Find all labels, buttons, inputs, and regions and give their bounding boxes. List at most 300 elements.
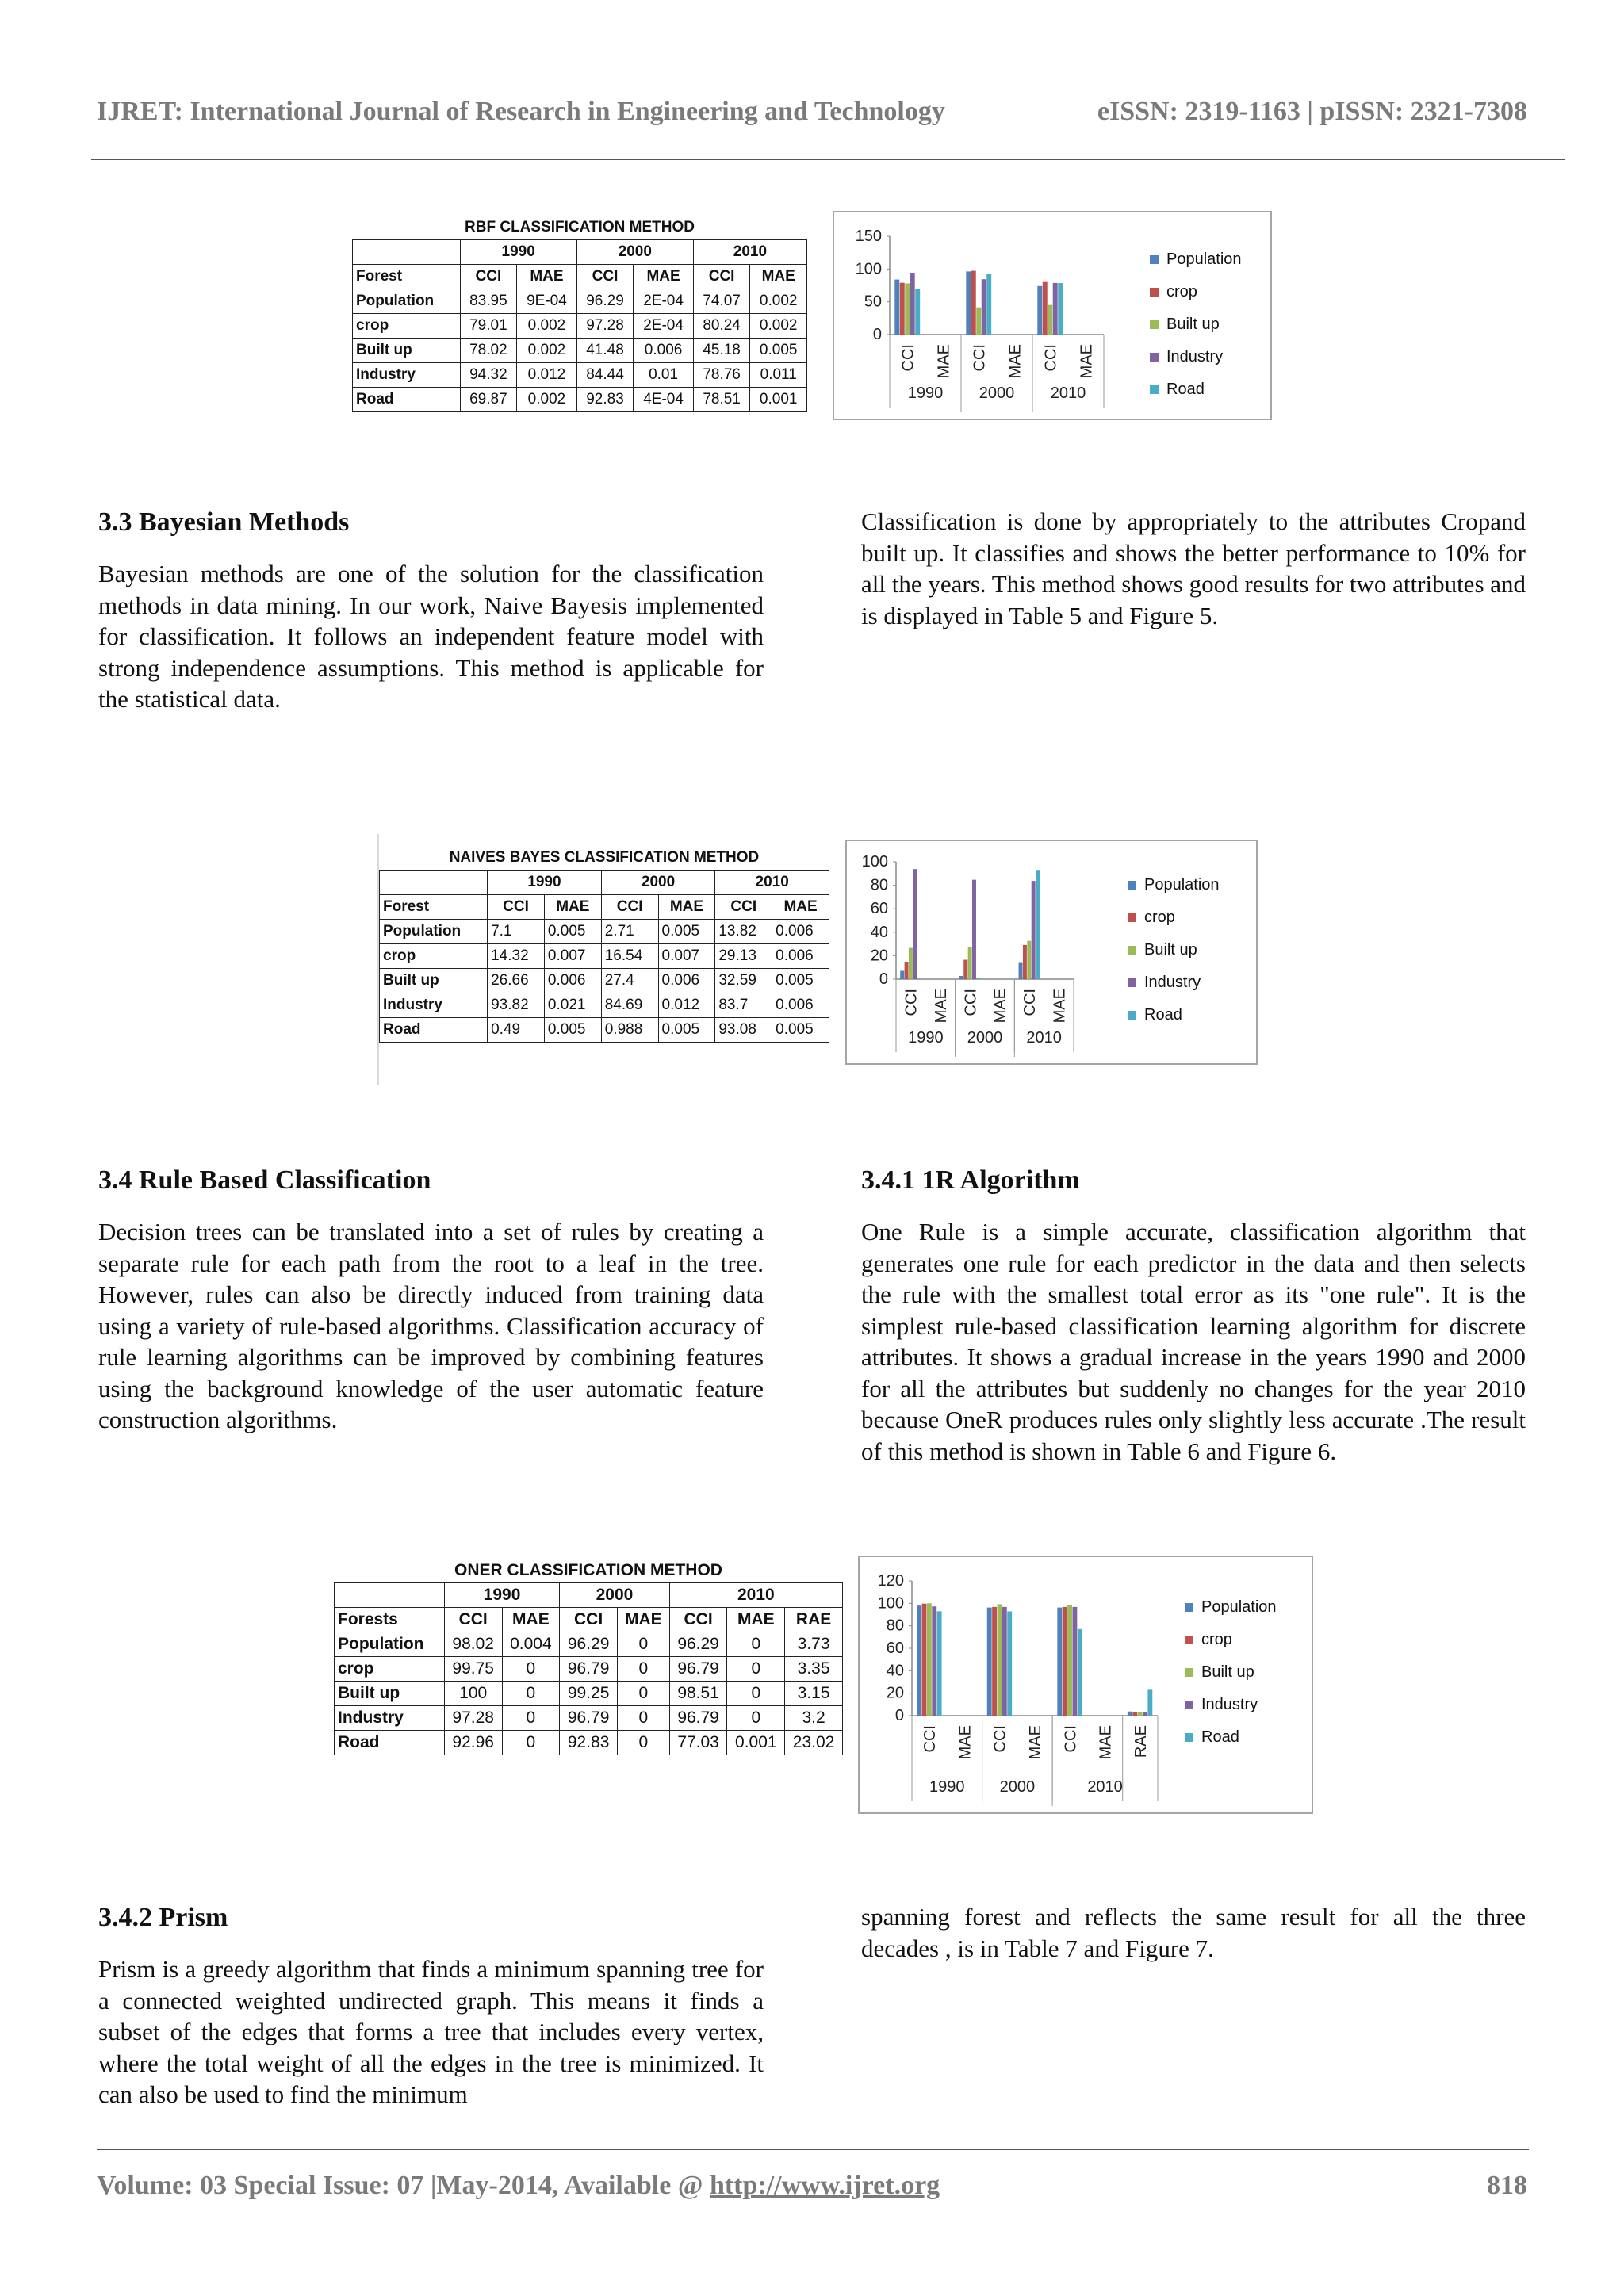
- bar-population: [966, 271, 971, 335]
- bar-built-up: [1138, 1712, 1143, 1716]
- x-category-label: MAE: [991, 989, 1009, 1024]
- bar-road: [937, 1611, 942, 1716]
- table-row-label: Population: [335, 1632, 445, 1657]
- x-group-label: 2010: [1050, 385, 1086, 402]
- table-caption-row: [335, 1559, 843, 1583]
- y-tick-label: 0: [872, 326, 882, 343]
- legend-swatch: [1128, 978, 1136, 987]
- table-column-header: MAE: [544, 895, 601, 920]
- x-category-label: CCI: [991, 1725, 1009, 1753]
- bar-industry: [1053, 283, 1058, 335]
- y-tick-label: 40: [870, 923, 888, 941]
- table-cell: 96.79: [669, 1657, 727, 1682]
- legend-swatch: [1185, 1701, 1193, 1709]
- table-column-header: RAE: [785, 1608, 843, 1632]
- table-cell: 2E-04: [634, 314, 694, 339]
- table-row: [380, 969, 829, 993]
- bar-crop: [1023, 945, 1027, 979]
- table-cell: 0.005: [544, 1018, 601, 1043]
- y-tick-label: 150: [855, 228, 882, 245]
- table-row-label: Industry: [380, 993, 488, 1018]
- table-cell: 79.01: [460, 314, 517, 339]
- legend-item: [1185, 1631, 1277, 1649]
- table-year-header: 2000: [576, 240, 693, 265]
- legend-label: crop: [1201, 1631, 1232, 1648]
- table-cell: 0: [502, 1706, 560, 1731]
- journal-title: IJRET: International Journal of Research in Engineering and Technology: [97, 97, 945, 126]
- table-year-header: 1990: [460, 240, 576, 265]
- table-cell: 0.004: [502, 1632, 560, 1657]
- chart-oner: [858, 1556, 1313, 1814]
- bar-road: [1036, 870, 1040, 979]
- table-row-label: Population: [380, 920, 488, 944]
- table-cell: 29.13: [715, 944, 772, 969]
- table-cell: 78.51: [693, 388, 750, 412]
- x-category-label: MAE: [1027, 1725, 1044, 1760]
- x-category-label: MAE: [935, 344, 953, 379]
- table-row-label: Built up: [353, 339, 461, 363]
- table-caption-row: [380, 846, 829, 871]
- table-cell: 0.006: [772, 993, 829, 1018]
- legend-swatch: [1150, 320, 1159, 329]
- table-cell: 0.002: [750, 289, 807, 314]
- y-tick-label: 20: [870, 947, 888, 965]
- x-category-label: RAE: [1132, 1725, 1150, 1758]
- table-cell: 0.005: [658, 1018, 715, 1043]
- legend-label: Population: [1144, 876, 1220, 894]
- table-cell: 69.87: [460, 388, 517, 412]
- legend-swatch: [1128, 1011, 1136, 1020]
- table-cell: 16.54: [601, 944, 658, 969]
- section-3-4-1-text: One Rule is a simple accurate, classification algorithm that generates one rule for each predictor in the data and then selects the rule with the smallest total error as its "one rule". It is the simplest rule-based classification learning algorithm for discrete attributes. It shows a gradual increase in the years 1990 and 2000 for all the attributes but suddenly no changes for the year 2010 because OneR produces rules only slightly less accurate .The result of this method is shown in Table 6 and Figure 6.: [861, 1218, 1526, 1465]
- legend-item: [1150, 283, 1242, 301]
- x-category-label: CCI: [962, 989, 980, 1016]
- chart-legend: [1185, 1598, 1277, 1761]
- table-cell: 92.96: [444, 1731, 502, 1755]
- bar-road: [1078, 1629, 1082, 1716]
- legend-item: [1150, 316, 1242, 334]
- table-row: [380, 944, 829, 969]
- y-tick-label: 100: [861, 853, 888, 871]
- table-cell: 96.29: [560, 1632, 618, 1657]
- y-tick-label: 60: [886, 1640, 904, 1657]
- table-cell: 78.76: [693, 363, 750, 388]
- table-row-label: crop: [353, 314, 461, 339]
- table-corner-cell: [353, 240, 461, 265]
- table-cell: 0.012: [658, 993, 715, 1018]
- table-cell: 92.83: [560, 1731, 618, 1755]
- table-column-header: CCI: [601, 895, 658, 920]
- table-cell: 77.03: [669, 1731, 727, 1755]
- bar-road: [986, 274, 991, 335]
- table-cell: 94.32: [460, 363, 517, 388]
- table-row: [353, 363, 807, 388]
- table-column-header: CCI: [444, 1608, 502, 1632]
- chart-naive-bayes: [845, 840, 1258, 1065]
- table-cell: 0.006: [544, 969, 601, 993]
- table-rbf: [352, 216, 807, 412]
- bar-road: [917, 978, 921, 979]
- bar-crop: [1043, 282, 1048, 335]
- table-cell: 84.69: [601, 993, 658, 1018]
- legend-swatch: [1185, 1668, 1193, 1677]
- legend-label: Industry: [1166, 348, 1224, 365]
- table-row-label: Industry: [335, 1706, 445, 1731]
- table-row: [380, 920, 829, 944]
- table-cell: 45.18: [693, 339, 750, 363]
- table-cell: 2E-04: [634, 289, 694, 314]
- table-cell: 26.66: [488, 969, 545, 993]
- table-cell: 0.001: [750, 388, 807, 412]
- section-title-3-3: 3.3 Bayesian Methods: [98, 507, 350, 537]
- table-cell: 99.75: [444, 1657, 502, 1682]
- table-cell: 0: [502, 1682, 560, 1706]
- legend-item: [1150, 251, 1242, 269]
- x-group-label: 2000: [979, 385, 1015, 402]
- bar-population: [1057, 1608, 1062, 1716]
- footer-volume: [97, 2171, 940, 2201]
- bar-crop: [1063, 1607, 1067, 1716]
- legend-swatch: [1185, 1636, 1193, 1644]
- table-column-header: MAE: [634, 265, 694, 289]
- bar-population: [917, 1605, 921, 1716]
- chart-legend: [1128, 876, 1220, 1039]
- table-cell: 41.48: [576, 339, 634, 363]
- running-footer: [97, 2171, 1527, 2201]
- y-tick-label: 80: [870, 876, 888, 894]
- table-cell: 0.49: [488, 1018, 545, 1043]
- table-cell: 0.006: [772, 944, 829, 969]
- bar-industry: [932, 1606, 936, 1716]
- table-cell: 0: [727, 1682, 785, 1706]
- y-tick-label: 0: [879, 970, 888, 988]
- x-category-label: MAE: [1051, 989, 1069, 1024]
- bar-built-up: [1067, 1605, 1072, 1716]
- table-column-header: CCI: [693, 265, 750, 289]
- bar-built-up: [968, 947, 972, 979]
- table-cell: 0.021: [544, 993, 601, 1018]
- table-cell: 4E-04: [634, 388, 694, 412]
- table-cell: 97.28: [444, 1706, 502, 1731]
- table-column-header: CCI: [715, 895, 772, 920]
- legend-swatch: [1185, 1733, 1193, 1742]
- x-group-label: 2000: [967, 1029, 1003, 1047]
- table-cell: 0: [617, 1706, 669, 1731]
- table-row-label: crop: [335, 1657, 445, 1682]
- table-year-row: [380, 871, 829, 895]
- header-rule: [91, 159, 1565, 160]
- footer-volume-text: Volume: 03 Special Issue: 07 |May-2014, Available @: [97, 2171, 710, 2200]
- table-cell: 0.988: [601, 1018, 658, 1043]
- table-cell: 0: [727, 1657, 785, 1682]
- x-category-label: CCI: [1062, 1725, 1080, 1753]
- table-year-header: 2000: [601, 871, 715, 895]
- table-cell: 0.006: [658, 969, 715, 993]
- table-cell: 0: [502, 1657, 560, 1682]
- table-cell: 0.01: [634, 363, 694, 388]
- table-cell: 0.006: [634, 339, 694, 363]
- x-category-label: MAE: [1006, 344, 1025, 379]
- y-tick-label: 120: [877, 1572, 904, 1590]
- table-year-row: [335, 1583, 843, 1608]
- table-cell: 0: [617, 1632, 669, 1657]
- table-cell: 32.59: [715, 969, 772, 993]
- table-cell: 3.73: [785, 1632, 843, 1657]
- table-cell: 2.71: [601, 920, 658, 944]
- table-cell: 80.24: [693, 314, 750, 339]
- table-caption: NAIVES BAYES CLASSIFICATION METHOD: [380, 846, 829, 871]
- legend-label: Built up: [1144, 941, 1197, 959]
- bar-industry: [910, 273, 915, 335]
- x-category-label: MAE: [956, 1725, 975, 1760]
- table-year-header: 2000: [560, 1583, 669, 1608]
- x-category-label: MAE: [933, 989, 950, 1024]
- table-cell: 3.2: [785, 1706, 843, 1731]
- table-cell: 0.002: [750, 314, 807, 339]
- table-cell: 93.82: [488, 993, 545, 1018]
- bar-industry: [972, 880, 976, 979]
- table-row-label: Road: [353, 388, 461, 412]
- bar-built-up: [1027, 941, 1031, 979]
- table-cell: 96.79: [560, 1706, 618, 1731]
- table-row-header: Forest: [380, 895, 488, 920]
- section-3-3-left-text: Bayesian methods are one of the solution for the classification methods in data mining. In our work, Naive Bayesis implemented for classification. It follows an independent feature model with strong independence assumptions. This method is applicable for the statistical data.: [98, 560, 764, 713]
- y-tick-label: 50: [864, 293, 882, 311]
- table-cell: 100: [444, 1682, 502, 1706]
- table-column-header: MAE: [750, 265, 807, 289]
- table-cell: 27.4: [601, 969, 658, 993]
- table-row: [335, 1706, 843, 1731]
- legend-item: [1128, 974, 1220, 992]
- table-cell: 96.29: [669, 1632, 727, 1657]
- bar-industry: [913, 869, 917, 979]
- section-title-3-4-1: 3.4.1 1R Algorithm: [861, 1165, 1080, 1195]
- legend-item: [1185, 1696, 1277, 1714]
- bar-population: [987, 1608, 992, 1716]
- x-category-label: CCI: [899, 344, 917, 372]
- table-cell: 0.012: [517, 363, 577, 388]
- page-number: 818: [1487, 2171, 1527, 2200]
- table-cell: 0.011: [750, 363, 807, 388]
- table-cell: 96.79: [669, 1706, 727, 1731]
- bar-population: [1019, 963, 1023, 979]
- y-tick-label: 0: [894, 1707, 904, 1724]
- table-cell: 14.32: [488, 944, 545, 969]
- table-cell: 0.002: [517, 314, 577, 339]
- legend-item: [1128, 1006, 1220, 1024]
- table-cell: 84.44: [576, 363, 634, 388]
- table-row-label: Population: [353, 289, 461, 314]
- table-column-header: MAE: [658, 895, 715, 920]
- table-row-label: Built up: [335, 1682, 445, 1706]
- table-cell: 0: [617, 1682, 669, 1706]
- legend-label: Built up: [1201, 1663, 1254, 1681]
- table-cell: 0.005: [772, 1018, 829, 1043]
- table-year-header: 1990: [488, 871, 602, 895]
- legend-swatch: [1128, 946, 1136, 955]
- table-cell: 0.005: [658, 920, 715, 944]
- x-group-label: 1990: [908, 1029, 944, 1047]
- table-row-header: Forest: [353, 265, 461, 289]
- bar-industry: [1002, 1607, 1007, 1716]
- legend-item: [1185, 1728, 1277, 1747]
- running-header: [97, 97, 1527, 127]
- table-row: [335, 1657, 843, 1682]
- table-column-header: MAE: [617, 1608, 669, 1632]
- table-row: [353, 289, 807, 314]
- section-3-4-2-right-text: spanning forest and reflects the same result for all the three decades , is in Table 7 and Figure 7.: [861, 1903, 1526, 1962]
- table-column-header: CCI: [460, 265, 517, 289]
- table-year-header: 2010: [669, 1583, 842, 1608]
- legend-label: Built up: [1166, 316, 1220, 333]
- table-year-row: [353, 240, 807, 265]
- table-year-header: 1990: [444, 1583, 559, 1608]
- footer-link[interactable]: http://www.ijret.org: [709, 2171, 940, 2200]
- table-cell: 74.07: [693, 289, 750, 314]
- table-row: [335, 1632, 843, 1657]
- bar-population: [959, 976, 963, 979]
- table-naive-bayes: [379, 846, 829, 1043]
- table-column-header: CCI: [576, 265, 634, 289]
- x-group-label: 2010: [1087, 1778, 1123, 1796]
- section-3-4-text: Decision trees can be translated into a set of rules by creating a separate rule for each path from the root to a leaf in the tree. However, rules can also be directly induced from training data using a variety of rule-based algorithms. Classification accuracy of rule learning algorithms can be improved by combining features using the background knowledge of the user automatic feature construction algorithms.: [98, 1218, 764, 1433]
- legend-label: crop: [1166, 283, 1197, 300]
- table-row: [353, 339, 807, 363]
- table-cell: 93.08: [715, 1018, 772, 1043]
- bar-crop: [971, 271, 976, 335]
- legend-item: [1150, 381, 1242, 399]
- bar-built-up: [976, 308, 981, 335]
- legend-label: Industry: [1201, 1696, 1258, 1713]
- table-cell: 0.001: [727, 1731, 785, 1755]
- table-cell: 98.02: [444, 1632, 502, 1657]
- y-tick-label: 60: [870, 900, 888, 918]
- table-row: [335, 1731, 843, 1755]
- y-tick-label: 100: [855, 260, 882, 278]
- table-caption: ONER CLASSIFICATION METHOD: [335, 1559, 843, 1583]
- bar-population: [1128, 1712, 1132, 1716]
- x-category-label: CCI: [1021, 989, 1039, 1016]
- bar-built-up: [927, 1603, 932, 1716]
- bar-built-up: [1048, 305, 1052, 335]
- legend-swatch: [1150, 385, 1159, 394]
- bar-population: [894, 280, 899, 335]
- bar-built-up: [998, 1604, 1002, 1716]
- x-category-label: CCI: [1042, 344, 1060, 372]
- table-cell: 3.35: [785, 1657, 843, 1682]
- table-cell: 96.29: [576, 289, 634, 314]
- journal-issn: eISSN: 2319-1163 | pISSN: 2321-7308: [1097, 97, 1527, 126]
- table-cell: 7.1: [488, 920, 545, 944]
- table-row: [353, 314, 807, 339]
- table-cell: 0: [617, 1731, 669, 1755]
- section-3-4-2-left-text: Prism is a greedy algorithm that finds a minimum spanning tree for a connected weighted undirected graph. This means it finds a subset of the edges that forms a tree that includes every vertex, where the total weight of all the edges in the tree is minimized. It can also be used to find the minimum: [98, 1955, 764, 2108]
- bar-industry: [1032, 881, 1036, 979]
- table-row: [380, 993, 829, 1018]
- table-column-header: MAE: [502, 1608, 560, 1632]
- table-row-label: Industry: [353, 363, 461, 388]
- x-category-label: MAE: [1078, 344, 1096, 379]
- legend-item: [1128, 876, 1220, 894]
- table-year-header: 2010: [693, 240, 806, 265]
- table-cell: 9E-04: [517, 289, 577, 314]
- legend-label: Road: [1201, 1728, 1239, 1746]
- bar-road: [1007, 1611, 1012, 1716]
- table-cell: 0.006: [772, 920, 829, 944]
- legend-swatch: [1150, 255, 1159, 264]
- x-category-label: CCI: [971, 344, 989, 372]
- x-group-label: 1990: [929, 1778, 965, 1796]
- table-cell: 0.007: [658, 944, 715, 969]
- legend-swatch: [1128, 913, 1136, 922]
- legend-swatch: [1128, 881, 1136, 890]
- table-subheader-row: [335, 1608, 843, 1632]
- table-cell: 97.28: [576, 314, 634, 339]
- table-row: [335, 1682, 843, 1706]
- legend-swatch: [1150, 288, 1159, 297]
- chart-legend: [1150, 251, 1242, 413]
- table-cell: 98.51: [669, 1682, 727, 1706]
- bar-crop: [963, 960, 967, 979]
- table-cell: 0: [617, 1657, 669, 1682]
- bar-population: [900, 970, 904, 979]
- legend-item: [1128, 909, 1220, 927]
- section-title-3-4-2: 3.4.2 Prism: [98, 1903, 228, 1932]
- table-subheader-row: [380, 895, 829, 920]
- section-3-3-right-text: Classification is done by appropriately to the attributes Cropand built up. It classifies and shows the better performance to 10% for all the years. This method shows good results for two attributes and is displayed in Table 5 and Figure 5.: [861, 507, 1526, 629]
- table-caption: RBF CLASSIFICATION METHOD: [353, 216, 807, 240]
- table-row-header: Forests: [335, 1608, 445, 1632]
- table-row-label: crop: [380, 944, 488, 969]
- table-cell: 83.7: [715, 993, 772, 1018]
- legend-swatch: [1150, 353, 1159, 362]
- legend-item: [1128, 941, 1220, 959]
- bar-road: [915, 289, 920, 335]
- legend-label: Population: [1201, 1598, 1277, 1616]
- legend-item: [1150, 348, 1242, 366]
- table-cell: 23.02: [785, 1731, 843, 1755]
- legend-item: [1185, 1598, 1277, 1617]
- legend-label: Road: [1166, 381, 1205, 398]
- table-cell: 0.005: [772, 969, 829, 993]
- x-category-label: MAE: [1097, 1725, 1115, 1760]
- legend-swatch: [1185, 1603, 1193, 1612]
- bar-crop: [992, 1607, 997, 1716]
- table-cell: 13.82: [715, 920, 772, 944]
- table-cell: 83.95: [460, 289, 517, 314]
- y-tick-label: 80: [886, 1617, 904, 1635]
- table-cell: 96.79: [560, 1657, 618, 1682]
- bar-built-up: [905, 284, 910, 335]
- y-tick-label: 100: [877, 1594, 904, 1613]
- legend-label: Industry: [1144, 974, 1201, 991]
- table-cell: 92.83: [576, 388, 634, 412]
- table-row: [353, 388, 807, 412]
- table-cell: 0.005: [750, 339, 807, 363]
- table-cell: 0.005: [544, 920, 601, 944]
- x-group-label: 1990: [907, 385, 944, 402]
- bar-crop: [1132, 1712, 1137, 1716]
- table-cell: 0: [502, 1731, 560, 1755]
- table-corner-cell: [380, 871, 488, 895]
- bar-industry: [1143, 1712, 1147, 1716]
- table-column-header: CCI: [560, 1608, 618, 1632]
- footer-rule: [97, 2149, 1529, 2150]
- legend-item: [1185, 1663, 1277, 1682]
- section-title-3-4: 3.4 Rule Based Classification: [98, 1165, 431, 1195]
- table-cell: 99.25: [560, 1682, 618, 1706]
- table-corner-cell: [335, 1583, 445, 1608]
